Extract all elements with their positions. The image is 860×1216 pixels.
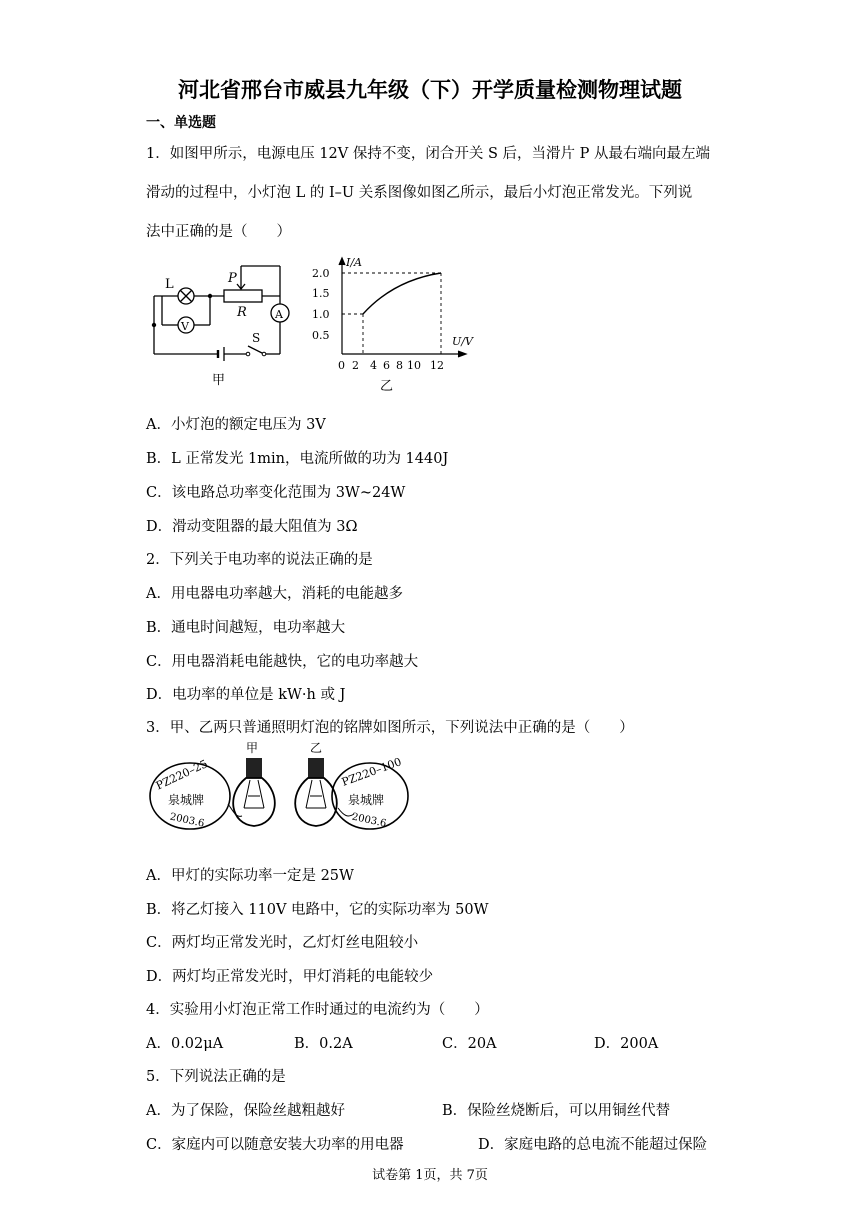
bulb-left-label: 甲 xyxy=(246,741,259,755)
left-plate-rating: PZ220–25 xyxy=(153,757,210,793)
x-tick-0: 0 xyxy=(338,359,345,372)
slider-label: P xyxy=(228,271,237,286)
circuit-diagram xyxy=(148,258,298,390)
right-plate-brand: 泉城牌 xyxy=(348,793,385,807)
x-tick-2: 2 xyxy=(352,359,359,372)
q2-option-a: A．用电器电功率越大，消耗的电能越多 xyxy=(146,586,403,602)
q3-stem: 3．甲、乙两只普通照明灯泡的铭牌如图所示，下列说法中正确的是（ ） xyxy=(146,720,634,736)
right-plate-date: 2003.6 xyxy=(350,811,388,830)
q4-option-b: B．0.2A xyxy=(294,1036,353,1052)
q3-option-a: A．甲灯的实际功率一定是 25W xyxy=(146,868,354,884)
q3-option-d: D．两灯均正常发光时，甲灯消耗的电能较少 xyxy=(146,969,434,985)
q3-option-c: C．两灯均正常发光时，乙灯灯丝电阻较小 xyxy=(146,935,419,951)
resistor-label: R xyxy=(237,305,247,320)
ammeter-label: A xyxy=(275,308,283,321)
left-plate-brand: 泉城牌 xyxy=(168,793,205,807)
iu-graph xyxy=(308,252,480,396)
bulb-right-label: 乙 xyxy=(310,741,323,755)
q2-stem: 2．下列关于电功率的说法正确的是 xyxy=(146,552,373,568)
q5-option-c: C．家庭内可以随意安装大功率的用电器 xyxy=(146,1137,404,1153)
graph-caption: 乙 xyxy=(380,379,394,394)
q1-option-c: C．该电路总功率变化范围为 3W~24W xyxy=(146,485,406,501)
q4-option-d: D．200A xyxy=(594,1036,659,1052)
right-plate-rating: PZ220–100 xyxy=(339,755,404,789)
q1-option-a: A．小灯泡的额定电压为 3V xyxy=(146,417,326,433)
x-tick-8: 8 xyxy=(396,359,403,372)
y-tick-1-0: 1.0 xyxy=(312,308,330,321)
y-tick-1-5: 1.5 xyxy=(312,287,330,300)
q5-stem: 5．下列说法正确的是 xyxy=(146,1069,286,1085)
y-tick-2-0: 2.0 xyxy=(312,267,330,280)
bulb-nameplate-figure xyxy=(140,738,410,836)
y-axis-label: I/A xyxy=(346,256,362,269)
q1-stem-line2: 滑动的过程中，小灯泡 L 的 I–U 关系图像如图乙所示，最后小灯泡正常发光。下列说 xyxy=(146,185,693,201)
q5-option-a: A．为了保险，保险丝越粗越好 xyxy=(146,1103,345,1119)
q5-option-d: D．家庭电路的总电流不能超过保险 xyxy=(478,1137,708,1153)
q5-option-b: B．保险丝烧断后，可以用铜丝代替 xyxy=(442,1103,671,1119)
q2-option-d: D．电功率的单位是 kW·h 或 J xyxy=(146,687,346,703)
x-tick-12: 12 xyxy=(430,359,444,372)
q4-option-c: C．20A xyxy=(442,1036,497,1052)
q2-option-b: B．通电时间越短，电功率越大 xyxy=(146,620,346,636)
page-title: 河北省邢台市威县九年级（下）开学质量检测物理试题 xyxy=(178,77,682,102)
q1-stem-line1: 1．如图甲所示，电源电压 12V 保持不变，闭合开关 S 后，当滑片 P 从最右端向最左端 xyxy=(146,146,710,162)
q4-stem: 4．实验用小灯泡正常工作时通过的电流约为（ ） xyxy=(146,1002,489,1018)
x-axis-label: U/V xyxy=(452,335,473,348)
q1-stem-line3: 法中正确的是（ ） xyxy=(146,224,291,240)
y-tick-0-5: 0.5 xyxy=(312,329,330,342)
x-tick-6: 6 xyxy=(383,359,390,372)
left-plate-date: 2003.6 xyxy=(168,811,206,830)
q2-option-c: C．用电器消耗电能越快，它的电功率越大 xyxy=(146,654,419,670)
switch-label: S xyxy=(252,331,261,345)
q1-option-b: B．L 正常发光 1min，电流所做的功为 1440J xyxy=(146,451,449,467)
circuit-caption: 甲 xyxy=(212,373,226,388)
q4-option-a: A．0.02μA xyxy=(146,1036,224,1052)
page-footer: 试卷第 1页，共 7页 xyxy=(372,1168,488,1183)
x-tick-4: 4 xyxy=(370,359,377,372)
voltmeter-label: V xyxy=(181,320,189,333)
x-tick-10: 10 xyxy=(407,359,421,372)
q3-option-b: B．将乙灯接入 110V 电路中，它的实际功率为 50W xyxy=(146,902,489,918)
lamp-label: L xyxy=(165,277,174,292)
q1-option-d: D．滑动变阻器的最大阻值为 3Ω xyxy=(146,519,358,535)
section-heading: 一、单选题 xyxy=(146,115,216,131)
